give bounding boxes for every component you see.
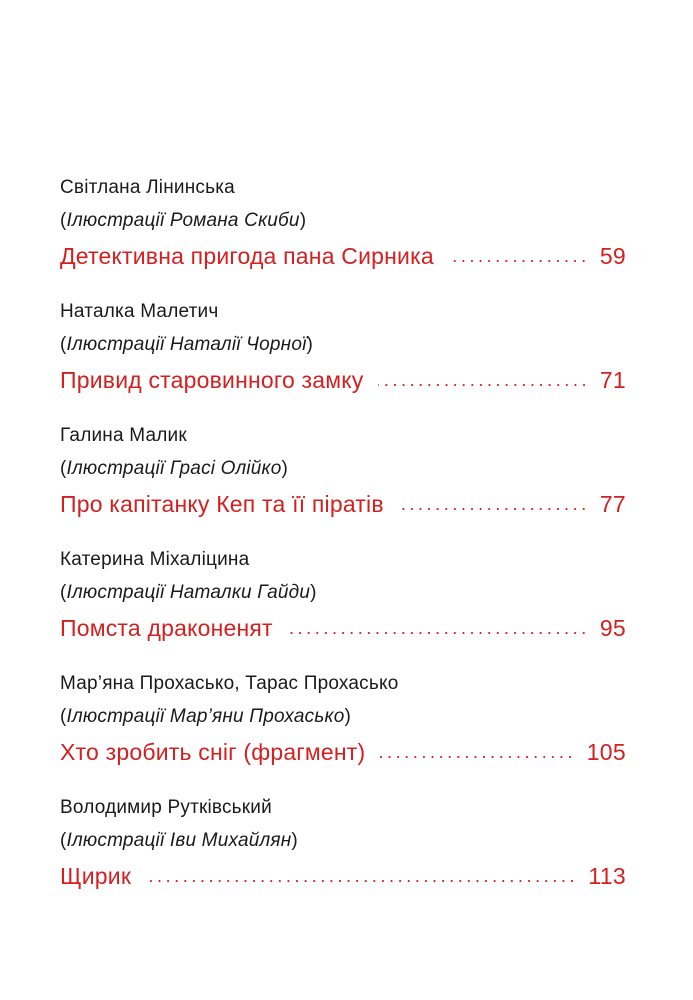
- dot-leader: [287, 632, 588, 634]
- dot-leader: [145, 880, 576, 882]
- entry-page-number: 59: [599, 243, 626, 269]
- toc-entry: [60, 424, 626, 548]
- entry-illustrator-text: Ілюстрації Мар’яни Прохасько: [66, 706, 345, 727]
- entry-illustrator: (Ілюстрації Романа Скиби): [60, 210, 307, 231]
- dot-leader: [398, 508, 588, 510]
- table-of-contents: [60, 176, 626, 920]
- entry-author: Мар’яна Прохасько, Тарас Прохасько: [60, 673, 399, 694]
- entry-title-line[interactable]: [60, 613, 626, 643]
- entry-page-number: 105: [586, 739, 626, 765]
- entry-illustrator-text: Ілюстрації Романа Скиби: [66, 210, 300, 231]
- dot-leader: [448, 260, 588, 262]
- entry-title[interactable]: Детективна пригода пана Сирника: [60, 243, 434, 269]
- entry-author: Світлана Лінинська: [60, 177, 235, 198]
- entry-illustrator: (Ілюстрації Грасі Олійко): [60, 458, 289, 479]
- toc-entry: [60, 176, 626, 300]
- toc-entry: [60, 796, 626, 920]
- entry-title[interactable]: Про капітанку Кеп та її піратів: [60, 491, 384, 517]
- toc-entry: [60, 300, 626, 424]
- entry-title-line[interactable]: [60, 737, 626, 767]
- toc-entry: [60, 672, 626, 796]
- entry-page-number: 113: [588, 863, 626, 889]
- toc-entry: [60, 548, 626, 672]
- entry-title-line[interactable]: [60, 861, 626, 891]
- dot-leader: [378, 384, 588, 386]
- entry-title[interactable]: Привид старовинного замку: [60, 367, 364, 393]
- entry-title[interactable]: Хто зробить сніг (фрагмент): [60, 739, 366, 765]
- entry-author: Катерина Міхаліцина: [60, 549, 250, 570]
- entry-illustrator: (Ілюстрації Наталії Чорної): [60, 334, 314, 355]
- entry-illustrator: (Ілюстрації Іви Михайлян): [60, 830, 298, 851]
- entry-page-number: 77: [599, 491, 626, 517]
- entry-title[interactable]: Помста драконенят: [60, 615, 273, 641]
- entry-illustrator-text: Ілюстрації Грасі Олійко: [66, 458, 282, 479]
- entry-illustrator: (Ілюстрації Наталки Гайди): [60, 582, 317, 603]
- entry-title-line[interactable]: [60, 241, 626, 271]
- entry-illustrator: (Ілюстрації Мар’яни Прохасько): [60, 706, 351, 727]
- entry-author: Наталка Малетич: [60, 301, 219, 322]
- entry-illustrator-text: Ілюстрації Наталії Чорної: [66, 334, 307, 355]
- entry-page-number: 71: [599, 367, 626, 393]
- entry-illustrator-text: Ілюстрації Іви Михайлян: [66, 830, 292, 851]
- entry-title-line[interactable]: [60, 489, 626, 519]
- entry-illustrator-text: Ілюстрації Наталки Гайди: [66, 582, 311, 603]
- entry-page-number: 95: [599, 615, 626, 641]
- entry-author: Галина Малик: [60, 425, 187, 446]
- dot-leader: [379, 756, 574, 758]
- entry-author: Володимир Рутківський: [60, 797, 272, 818]
- entry-title[interactable]: Щирик: [60, 863, 132, 889]
- entry-title-line[interactable]: [60, 365, 626, 395]
